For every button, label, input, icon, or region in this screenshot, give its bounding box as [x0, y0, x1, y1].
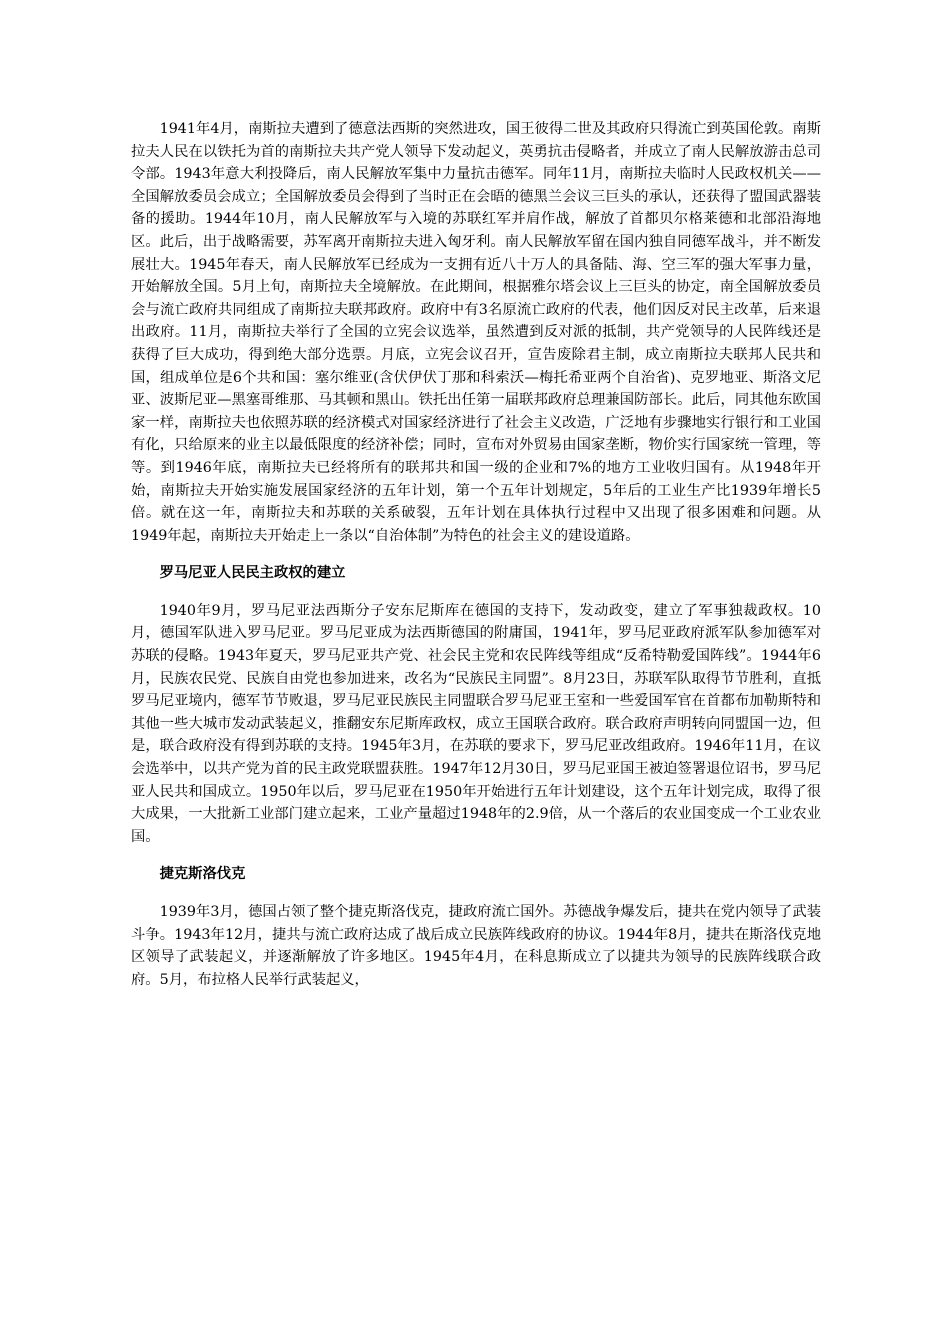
heading-czechoslovakia: 捷克斯洛伐克	[159, 866, 246, 883]
paragraph-romania: 1940年9月，罗马尼亚法西斯分子安东尼斯库在德国的支持下，发动政变，建立了军事独裁政权。10月，德国军队进入罗马尼亚。罗马尼亚成为法西斯德国的附庸国，1941年，罗马尼亚政府派军队参加德军对苏联的侵略。1943年夏天，罗马尼亚共产党、社会民主党和农民阵线等组成“反希特勒爱国阵线”。1944年6月，民族农民党、民族自由党也参加进来，改名为“民族民主同盟”。8月23日，苏联军队取得节节胜利，直抵罗马尼亚境内，德军节节败退，罗马尼亚民族民主同盟联合罗马尼亚王室和一些爱国军官在首都布加勒斯特和其他一些大城市发动武装起义，推翻安东尼斯库政权，成立王国联合政府。联合政府声明转向同盟国一边，但是，联合政府没有得到苏联的支持。1945年3月，在苏联的要求下，罗马尼亚改组政府。1946年11月，在议会选举中，以共产党为首的民主政党联盟获胜。1947年12月30日，罗马尼亚国王被迫签署退位诏书，罗马尼亚人民共和国成立。1950年以后，罗马尼亚在1950年开始进行五年计划建设，这个五年计划完成，取得了很大成果，一大批新工业部门建立起来，工业产量超过1948年的2.9倍，从一个落后的农业国变成一个工业农业国。	[131, 602, 821, 845]
paragraph-czechoslovakia: 1939年3月，德国占领了整个捷克斯洛伐克，捷政府流亡国外。苏德战争爆发后，捷共在党内领导了武装斗争。1943年12月，捷共与流亡政府达成了战后成立民族阵线政府的协议。1944年8月，捷共在斯洛伐克地区领导了武装起义，并逐渐解放了许多地区。1945年4月，在科息斯成立了以捷共为领导的民族阵线联合政府。5月，布拉格人民举行武装起义，	[131, 904, 821, 988]
heading-romania: 罗马尼亚人民民主政权的建立	[159, 565, 346, 582]
document-page	[131, 118, 821, 991]
paragraph-yugoslavia: 1941年4月，南斯拉夫遭到了德意法西斯的突然进攻，国王彼得二世及其政府只得流亡到英国伦敦。南斯拉夫人民在以铁托为首的南斯拉夫共产党人领导下发动起义，英勇抗击侵略者，并成立了南人民解放游击总司令部。1943年意大利投降后，南人民解放军集中力量抗击德军。同年11月，南斯拉夫临时人民政权机关——全国解放委员会成立；全国解放委员会得到了当时正在会晤的德黑兰会议三巨头的承认，还获得了盟国武器装备的援助。1944年10月，南人民解放军与入境的苏联红军并肩作战，解放了首都贝尔格莱德和北部沿海地区。此后，出于战略需要，苏军离开南斯拉夫进入匈牙利。南人民解放军留在国内独自同德军战斗，并不断发展壮大。1945年春天，南人民解放军已经成为一支拥有近八十万人的具备陆、海、空三军的强大军事力量，开始解放全国。5月上旬，南斯拉夫全境解放。在此期间，根据雅尔塔会议上三巨头的协定，南全国解放委员会与流亡政府共同组成了南斯拉夫联邦政府。政府中有3名原流亡政府的代表，他们因反对民主改革，后来退出政府。11月，南斯拉夫举行了全国的立宪会议选举，虽然遭到反对派的抵制，共产党领导的人民阵线还是获得了巨大成功，得到绝大部分选票。月底，立宪会议召开，宣告废除君主制，成立南斯拉夫联邦人民共和国，组成单位是6个共和国：塞尔维亚(含伏伊伏丁那和科索沃—梅托希亚两个自治省)、克罗地亚、斯洛文尼亚、波斯尼亚—黑塞哥维那、马其顿和黑山。铁托出任第一届联邦政府总理兼国防部长。此后，同其他东欧国家一样，南斯拉夫也依照苏联的经济模式对国家经济进行了社会主义改造，广泛地有步骤地实行银行和工业国有化，只给原来的业主以最低限度的经济补偿；同时，宣布对外贸易由国家垄断，物价实行国家统一管理，等等。到1946年底，南斯拉夫已经将所有的联邦共和国一级的企业和7%的地方工业收归国有。从1948年开始，南斯拉夫开始实施发展国家经济的五年计划，第一个五年计划规定，5年后的工业生产比1939年增长5倍。就在这一年，南斯拉夫和苏联的关系破裂，五年计划在具体执行过程中又出现了很多困难和问题。从1949年起，南斯拉夫开始走上一条以“自治体制”为特色的社会主义的建设道路。	[131, 121, 821, 544]
